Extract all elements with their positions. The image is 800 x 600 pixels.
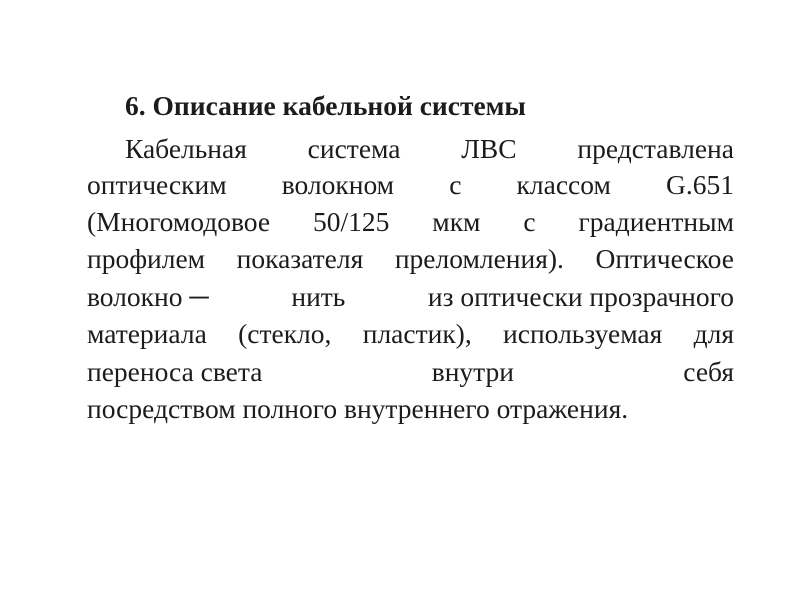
word: себя — [683, 356, 734, 387]
word: (стекло, — [238, 318, 332, 349]
word: (Многомодовое — [87, 206, 271, 237]
word: ЛВС — [461, 133, 517, 164]
word: показателя — [236, 243, 364, 274]
word: градиентным — [578, 206, 734, 237]
paragraph-line-6 — [87, 317, 734, 351]
paragraph-line-1 — [125, 132, 734, 166]
word: 50/125 — [313, 206, 390, 237]
word: с — [449, 169, 462, 200]
word: оптическим — [87, 169, 227, 200]
paragraph-line-3 — [87, 205, 734, 239]
word: Кабельная — [125, 133, 247, 164]
word: используемая — [503, 318, 663, 349]
word: для — [693, 318, 734, 349]
word: Оптическое — [595, 243, 734, 274]
word: с — [523, 206, 536, 237]
word: преломления). — [394, 243, 564, 274]
paragraph-line-7 — [87, 355, 734, 389]
word: волокном — [281, 169, 395, 200]
word: материала — [87, 318, 207, 349]
word: система — [307, 133, 401, 164]
word: внутри — [431, 356, 515, 387]
paragraph-line-8 — [87, 392, 734, 426]
word: G.651 — [665, 169, 734, 200]
word: нить — [291, 281, 346, 312]
paragraph-line-2 — [87, 168, 734, 202]
word: профилем — [87, 243, 206, 274]
section-heading — [125, 89, 734, 123]
word: посредством полного внутреннего отражения. — [87, 393, 629, 424]
word: из оптически прозрачного — [427, 281, 734, 312]
word: волокно ─ — [87, 281, 209, 312]
paragraph-line-4 — [87, 242, 734, 276]
paragraph-line-5 — [87, 280, 734, 314]
section-heading-text: 6. Описание кабельной системы — [125, 90, 526, 121]
word: классом — [516, 169, 611, 200]
word: мкм — [432, 206, 481, 237]
word: пластик), — [362, 318, 472, 349]
word: представлена — [577, 133, 734, 164]
word: переноса света — [87, 356, 263, 387]
